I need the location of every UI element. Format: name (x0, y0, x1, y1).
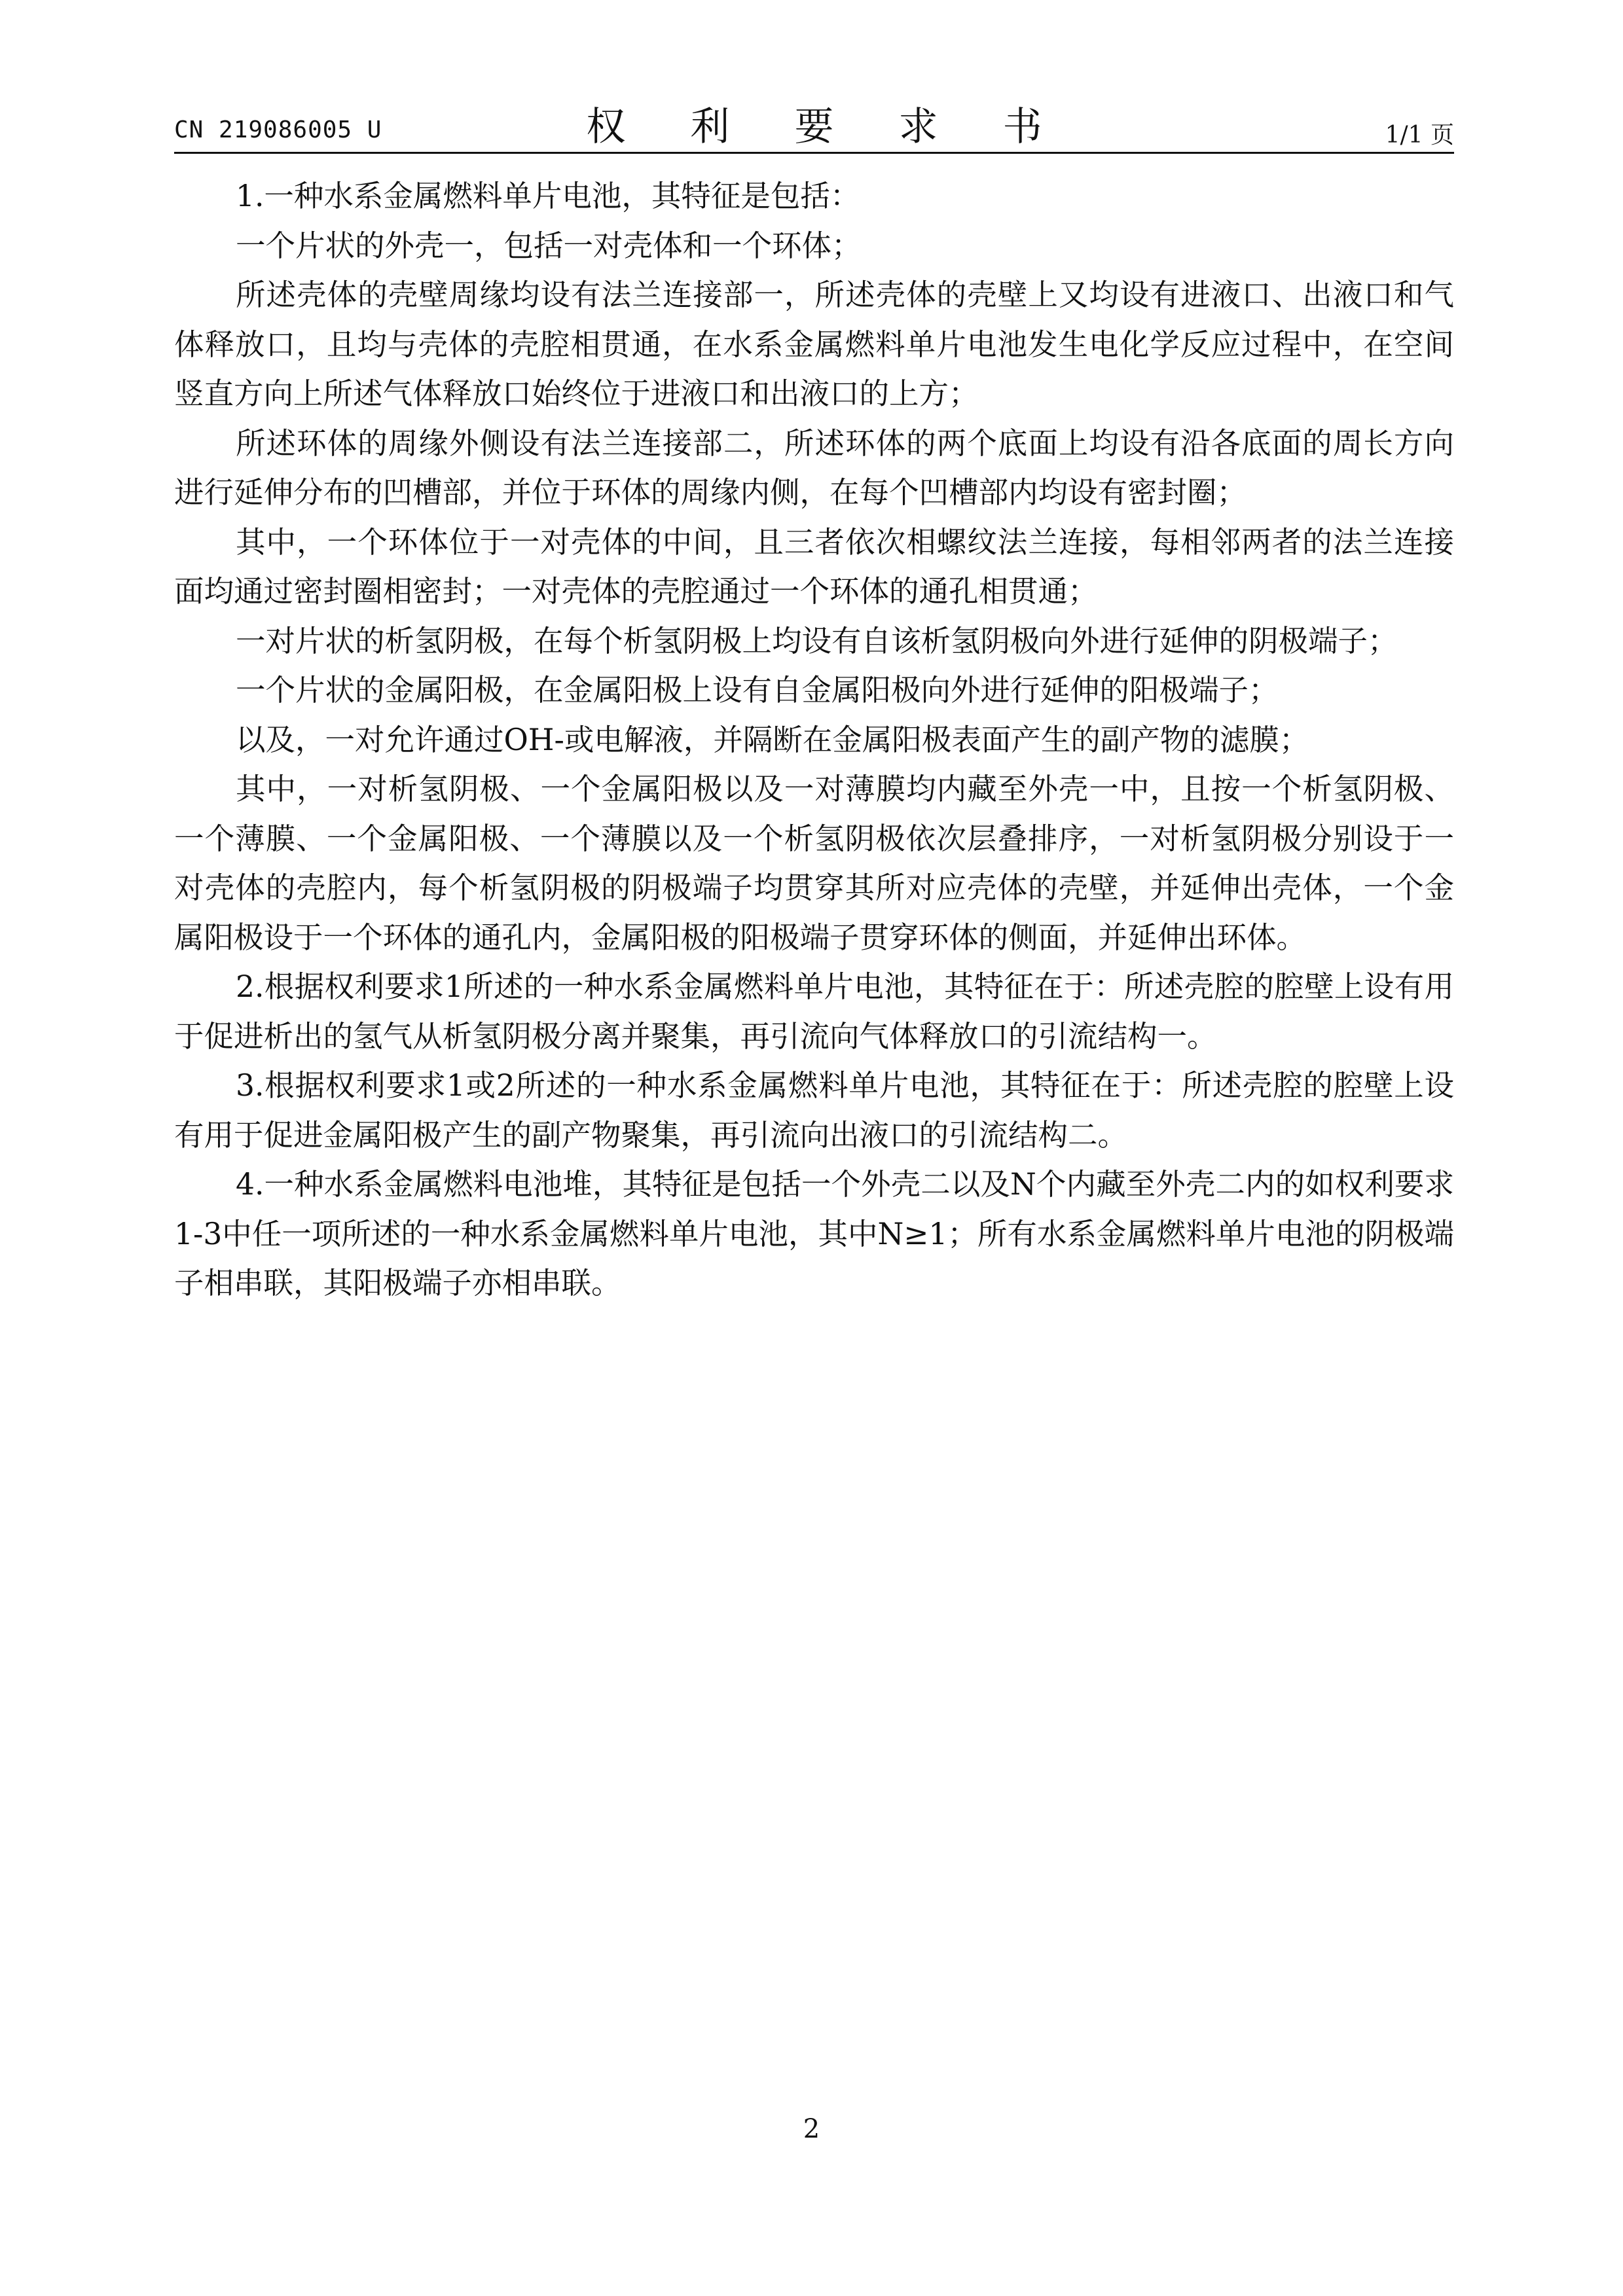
claim-paragraph: 一个片状的金属阳极，在金属阳极上设有自金属阳极向外进行延伸的阳极端子； (236, 673, 1279, 708)
page-count: 1/1 页 (1385, 122, 1454, 149)
page-number: 2 (803, 2114, 820, 2144)
claim-paragraph: 其中，一对析氢阴极、一个金属阳极以及一对薄膜均内藏至外壳一中，且按一个析氢阴极、一个薄膜、一个金属阳极、一个薄膜以及一个析氢阴极依次层叠排序，一对析氢阴极分别设于一对壳体的壳腔内，每个析氢阴极的阴极端子均贯穿其所对应壳体的壳壁，并延伸出壳体，一个金属阳极设于一个环体的通孔内，金属阳极的阳极端子贯穿环体的侧面，并延伸出环体。 (174, 772, 1454, 955)
publication-number: CN 219086005 U (174, 117, 382, 143)
claims-body (174, 171, 1454, 1308)
claim-paragraph: 一对片状的析氢阴极，在每个析氢阴极上均设有自该析氢阴极向外进行延伸的阴极端子； (236, 623, 1398, 658)
document-title: 权 利 要 求 书 (586, 104, 1068, 150)
header-divider (174, 152, 1454, 154)
page-header (174, 92, 1454, 152)
claim-paragraph: 所述壳体的壳壁周缘均设有法兰连接部一，所述壳体的壳壁上又均设有进液口、出液口和气体释放口，且均与壳体的壳腔相贯通，在水系金属燃料单片电池发生电化学反应过程中，在空间竖直方向上所述气体释放口始终位于进液口和出液口的上方； (174, 278, 1454, 411)
claim-paragraph: 3.根据权利要求1或2所述的一种水系金属燃料单片电池，其特征在于：所述壳腔的腔壁上设有用于促进金属阳极产生的副产物聚集，再引流向出液口的引流结构二。 (174, 1068, 1454, 1153)
claim-paragraph: 其中，一个环体位于一对壳体的中间，且三者依次相螺纹法兰连接，每相邻两者的法兰连接面均通过密封圈相密封；一对壳体的壳腔通过一个环体的通孔相贯通； (174, 524, 1454, 609)
claim-paragraph: 一个片状的外壳一，包括一对壳体和一个环体； (236, 228, 862, 263)
claim-paragraph: 所述环体的周缘外侧设有法兰连接部二，所述环体的两个底面上均设有沿各底面的周长方向进行延伸分布的凹槽部，并位于环体的周缘内侧，在每个凹槽部内均设有密封圈； (174, 425, 1454, 510)
claim-paragraph: 2.根据权利要求1所述的一种水系金属燃料单片电池，其特征在于：所述壳腔的腔壁上设有用于促进析出的氢气从析氢阴极分离并聚集，再引流向气体释放口的引流结构一。 (174, 969, 1454, 1054)
claim-paragraph: 4.一种水系金属燃料电池堆，其特征是包括一个外壳二以及N个内藏至外壳二内的如权利要求1-3中任一项所述的一种水系金属燃料单片电池，其中N≥1；所有水系金属燃料单片电池的阴极端子相串联，其阳极端子亦相串联。 (174, 1167, 1454, 1300)
claim-paragraph: 1.一种水系金属燃料单片电池，其特征是包括： (236, 179, 860, 213)
claim-paragraph: 以及，一对允许通过OH-或电解液，并隔断在金属阳极表面产生的副产物的滤膜； (236, 722, 1309, 757)
